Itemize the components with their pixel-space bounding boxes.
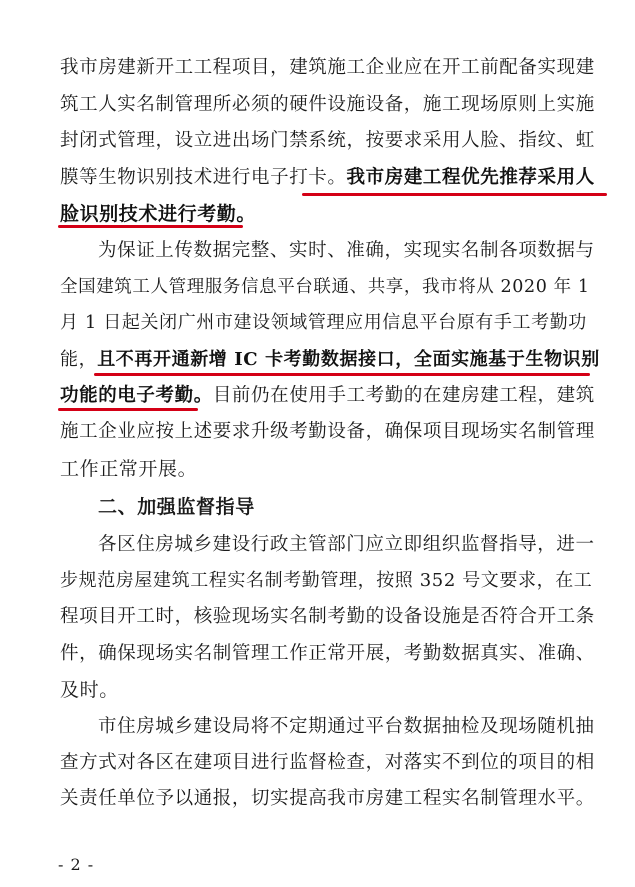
text-line <box>60 641 595 667</box>
text-line <box>60 347 600 373</box>
text-line <box>98 238 595 264</box>
text-run: 月 1 日起关闭广州市建设领域管理应用信息平台原有手工考勤功 <box>60 312 587 333</box>
text-line <box>60 604 595 630</box>
text-run: 各区住房城乡建设行政主管部门应立即组织监督指导，进一 <box>98 534 595 555</box>
page-number: - 2 - <box>58 855 95 874</box>
text-line <box>60 55 595 81</box>
text-run: 目前仍在使用手工考勤的在建房建工程，建筑 <box>212 385 595 406</box>
text-line <box>60 201 256 227</box>
text-run: 封闭式管理，设立进出场门禁系统，按要求采用人脸、指纹、虹 <box>60 130 595 151</box>
text-line <box>60 165 595 191</box>
text-line <box>60 310 587 336</box>
text-line <box>60 383 595 409</box>
text-line <box>60 92 595 118</box>
section-heading <box>98 494 255 520</box>
text-run: 工作正常开展。 <box>60 458 198 480</box>
text-run: 程项目开工时，核验现场实名制考勤的设备设施是否符合开工条 <box>60 606 595 627</box>
text-run: 步规范房屋建筑工程实名制考勤管理，按照 352 号文要求，在工 <box>60 570 593 591</box>
text-line <box>60 456 197 482</box>
text-run: 能， <box>60 349 98 370</box>
highlighted-text: 功能的电子考勤。 <box>60 385 213 406</box>
text-line <box>60 786 595 812</box>
highlighted-text: 脸识别技术进行考勤。 <box>60 203 257 225</box>
text-line <box>98 714 595 740</box>
text-run: 市住房城乡建设局将不定期通过平台数据抽检及现场随机抽 <box>98 716 595 737</box>
text-run: 查方式对各区在建项目进行监督检查，对落实不到位的项目的相 <box>60 752 595 773</box>
text-run: 施工企业应按上述要求升级考勤设备，确保项目现场实名制管理 <box>60 421 595 442</box>
text-line <box>60 274 590 300</box>
highlighted-text: 且不再开通新增 IC 卡考勤数据接口，全面实施基于生物识别 <box>97 349 600 370</box>
text-line <box>60 750 595 776</box>
red-underline <box>58 225 243 228</box>
text-line <box>60 677 119 703</box>
red-underline <box>94 373 590 376</box>
text-run: 为保证上传数据完整、实时、准确，实现实名制各项数据与 <box>98 240 595 261</box>
text-run: 膜等生物识别技术进行电子打卡。 <box>60 167 347 188</box>
heading-text: 二、加强监督指导 <box>98 496 255 518</box>
text-run: 我市房建新开工工程项目，建筑施工企业应在开工前配备实现建 <box>60 57 595 78</box>
highlighted-text: 我市房建工程优先推荐采用人 <box>346 167 595 188</box>
text-run: 关责任单位予以通报，切实提高我市房建工程实名制管理水平。 <box>60 788 595 809</box>
text-line <box>60 128 595 154</box>
text-run: 及时。 <box>60 679 119 701</box>
text-run: 全国建筑工人管理服务信息平台联通、共享，我市将从 2020 年 1 <box>60 277 590 297</box>
text-line <box>60 568 592 594</box>
text-run: 件，确保现场实名制管理工作正常开展，考勤数据真实、准确、 <box>60 643 595 664</box>
red-underline <box>302 193 607 196</box>
text-line <box>60 419 595 445</box>
red-underline <box>58 408 198 411</box>
text-run: 筑工人实名制管理所必须的硬件设施设备，施工现场原则上实施 <box>60 94 595 115</box>
text-line <box>98 532 595 558</box>
